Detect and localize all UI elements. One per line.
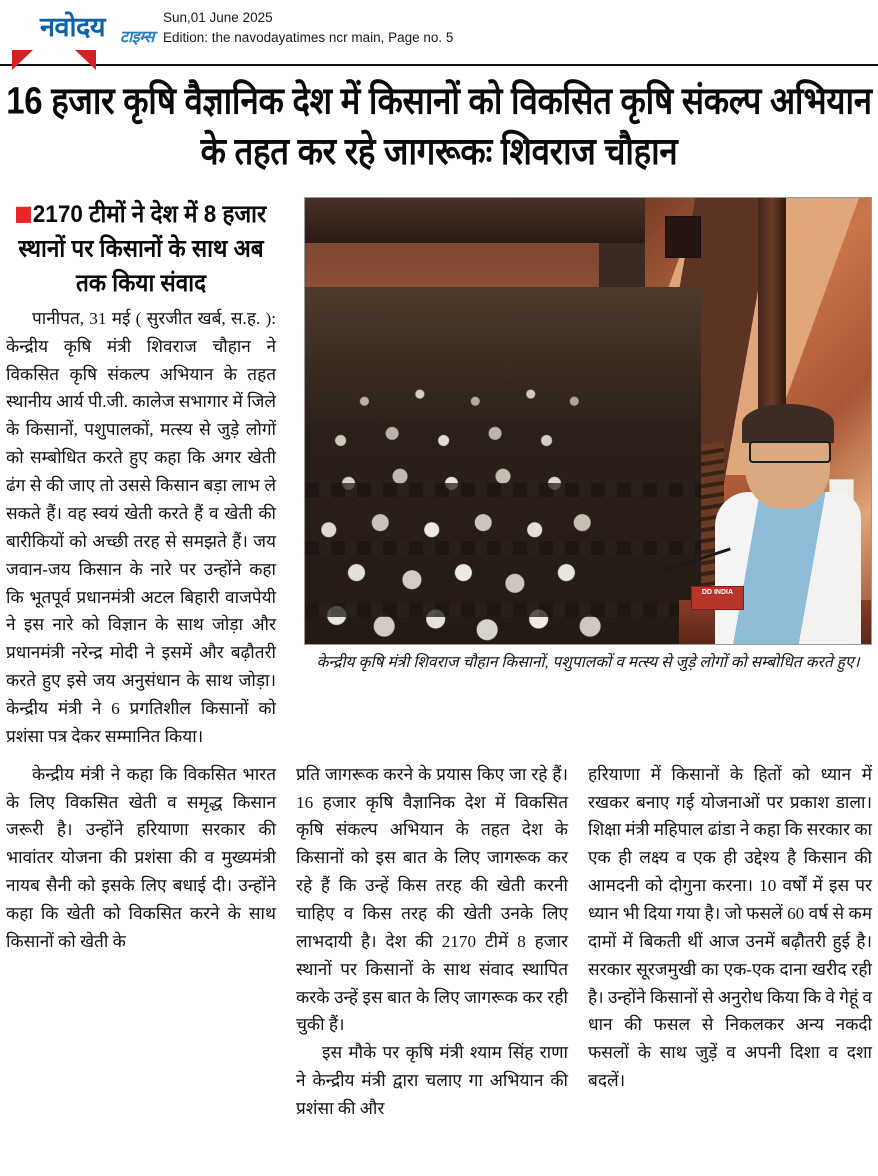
paragraph-3: प्रति जागरूक करने के प्रयास किए जा रहे हैं। 16 हजार कृषि वैज्ञानिक देश में विकसित कृषि संकल्प अभियान के तहत देश के किसानों को इस बात के लिए जागरूक कर रहे हैं कि उन्हें किस तरह की खेती करनी चाहिए व किस तरह की खेती उनके लिए लाभदायी है। देश की 2170 टीमें 8 हजार स्थानों पर किसानों के साथ संवाद स्थापित करके उन्हें इस बात के लिए जागरूक कर रही चुकी हैं।	[296, 764, 568, 1035]
photo-speaker-hair	[742, 404, 834, 443]
paragraph-2: केन्द्रीय मंत्री ने कहा कि विकसित भारत के लिए विकसित खेती व समृद्ध किसान जरूरी है। उन्होंने हरियाणा सरकार की भावांतर योजना की प्रशंसा की व मुख्यमंत्री नायब सैनी को इसके लिए बधाई दी। उन्होंने कहा कि खेती को विकसित करने के साथ किसानों को खेती के	[6, 764, 276, 951]
logo-sub-text: टाइम्स	[120, 29, 155, 46]
mic-channel-label: DD INDIA	[701, 588, 734, 596]
photo-caption: केन्द्रीय कृषि मंत्री शिवराज चौहान किसानों, पशुपालकों व मत्स्य से जुड़े लोगों को सम्बोधित करते हुए।	[316, 654, 860, 672]
photo-speaker-torso	[715, 492, 861, 644]
column-1-text-upper	[6, 305, 276, 751]
column-2	[284, 761, 576, 1123]
column-1-text-lower	[6, 761, 276, 956]
newspaper-logo[interactable]	[12, 8, 162, 60]
article-photo	[304, 197, 872, 645]
subhead-text: 2170 टीमों ने देश में 8 हजार स्थानों पर किसानों के साथ अब तक किया संवाद	[18, 200, 267, 297]
column-1-lower	[6, 761, 284, 956]
photo-loudspeaker	[665, 216, 701, 258]
photo-zone	[284, 197, 872, 674]
column-1-upper	[6, 197, 284, 751]
date-line: Sun,01 June 2025	[163, 10, 273, 25]
article-headline: 16 हजार कृषि वैज्ञानिक देश में किसानों को विकसित कृषि संकल्प अभियान के तहत कर रहे जागरूकः शिवराज चौहान	[6, 79, 872, 172]
column-3-text	[588, 761, 872, 1095]
paragraph-4: इस मौके पर कृषि मंत्री श्याम सिंह राणा ने केन्द्रीय मंत्री द्वारा चलाए गा अभियान की प्रशंसा की और	[296, 1043, 568, 1118]
edition-line: Edition: the navodayatimes ncr main, Page no. 5	[163, 29, 454, 45]
photo-speaker-figure	[701, 399, 871, 644]
top-zone	[6, 197, 872, 751]
article-subhead	[6, 197, 276, 300]
red-square-bullet-icon	[16, 207, 31, 223]
photo-seat-row	[305, 483, 701, 497]
logo-main-text: नवोदय	[40, 12, 105, 42]
edition-info	[163, 8, 453, 47]
column-3	[576, 761, 872, 1095]
photo-seat-row	[305, 541, 701, 555]
photo-audience-crowd	[305, 287, 701, 644]
article-body	[0, 197, 878, 1123]
masthead-divider	[0, 64, 878, 66]
photo-speaker-glasses-icon	[749, 441, 831, 462]
paragraph-dateline: पानीपत, 31 मई ( सुरजीत खर्ब, स.ह. ): केन्द्रीय कृषि मंत्री शिवराज चौहान ने विकसित कृषि संकल्प अभियान के तहत स्थानीय आर्य पी.जी. कालेज सभागार में जिले के किसानों, पशुपालकों, मत्स्य से जुड़े लोगों को सम्बोधित करते हुए कहा कि अगर खेती ढंग से की जाए तो उससे किसान बड़ा लाभ ले सकते हैं। वह स्वयं खेती करते हैं व खेती की बारीकियों को अच्छी तरह से समझते हैं। जय जवान-जय किसान के नारे पर उन्होंने कहा कि भूतपूर्व प्रधानमंत्री अटल बिहारी वाजपेयी ने इस नारे को विज्ञान के साथ जोड़ा और प्रधानमंत्री नरेन्द्र मोदी ने इसमें और बढ़ौतरी करते हुए इसे जय अनुसंधान के साथ जोड़ा। केन्द्रीय मंत्री ने 6 प्रगतिशील किसानों को प्रशंसा पत्र देकर सम्मानित किया।	[6, 308, 276, 746]
red-flag-triangle-icon	[12, 50, 96, 70]
paragraph-5: हरियाणा में किसानों के हितों को ध्यान में रखकर बनाए गई योजनाओं पर प्रकाश डाला। शिक्षा मंत्री महिपाल ढांडा ने कहा कि सरकार का एक ही लक्ष्य व एक ही उद्देश्य है किसान की आमदनी को दोगुना करना। 10 वर्षों में इस पर ध्यान भी दिया गया है। जो फसलें 60 वर्ष से कम दामों में बिकती थीं आज उनमें बढ़ौतरी हुई है। सरकार सूरजमुखी का एक-एक दाना खरीद रही है। उन्होंने किसानों से अनुरोध किया कि वे गेहूं व धान की फसल से निकलकर अन्य नकदी फसलों के साथ जुड़ें व अपनी दिशा व दशा बदलें।	[588, 764, 872, 1091]
column-2-text	[296, 761, 568, 1123]
masthead	[0, 0, 878, 62]
photo-microphone-flag	[691, 586, 744, 610]
photo-seat-row	[305, 603, 701, 617]
lower-zone	[6, 761, 872, 1123]
